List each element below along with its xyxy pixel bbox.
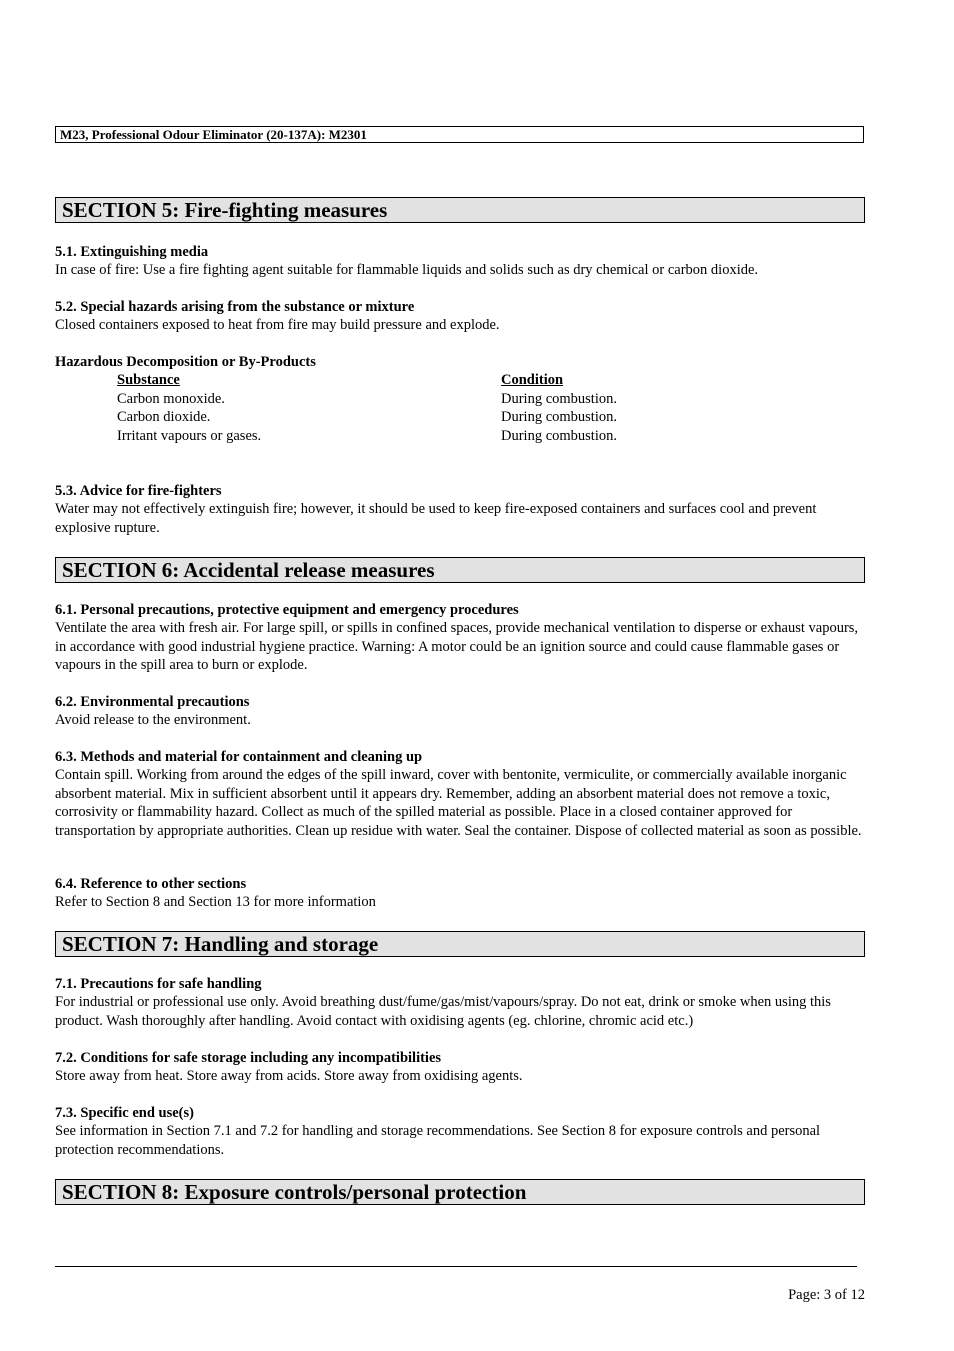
text-5-2: Closed containers exposed to heat from fire may build pressure and explode. bbox=[55, 317, 500, 333]
heading-6-3: 6.3. Methods and material for containment and cleaning up bbox=[55, 749, 423, 765]
column-header-substance: Substance bbox=[117, 372, 180, 388]
heading-5-2: 5.2. Special hazards arising from the substance or mixture bbox=[55, 299, 415, 315]
heading-7-3: 7.3. Specific end use(s) bbox=[55, 1105, 194, 1121]
condition-cell: During combustion. bbox=[501, 428, 617, 444]
text-7-2: Store away from heat. Store away from acids. Store away from oxidising agents. bbox=[55, 1068, 523, 1084]
section-5-title: SECTION 5: Fire-fighting measures bbox=[55, 197, 865, 223]
section-6-title: SECTION 6: Accidental release measures bbox=[55, 557, 865, 583]
substance-cell: Irritant vapours or gases. bbox=[117, 428, 262, 444]
heading-7-2: 7.2. Conditions for safe storage including any incompatibilities bbox=[55, 1050, 442, 1066]
condition-cell: During combustion. bbox=[501, 391, 617, 407]
text-5-1: In case of fire: Use a fire fighting agent suitable for flammable liquids and solids such as dry chemical or carbon dioxide. bbox=[55, 262, 759, 278]
condition-cell: During combustion. bbox=[501, 409, 617, 425]
section-7-title: SECTION 7: Handling and storage bbox=[55, 931, 865, 957]
text-6-3: Contain spill. Working from around the edges of the spill inward, cover with bentonite, vermiculite, or commercially available inorganic absorbent material. Mix in sufficient absorbent until it appears dry. Remember, adding an absorbent material does not remove a toxic, corrosivity or flammability hazard. Collect as much of the spilled material as possible. Place in a closed container approved for transportation by appropriate authorities. Clean up residue with water. Seal the container. Dispose of collected material as soon as possible. bbox=[55, 767, 862, 839]
text-6-2: Avoid release to the environment. bbox=[55, 712, 251, 728]
text-7-1: For industrial or professional use only. Avoid breathing dust/fume/gas/mist/vapours/spray. Do not eat, drink or smoke when using this product. Wash thoroughly after handling. Avoid contact with oxidising agents (eg. chlorine, chromic acid etc.) bbox=[55, 994, 831, 1029]
text-6-4: Refer to Section 8 and Section 13 for more information bbox=[55, 894, 376, 910]
document-title: M23, Professional Odour Eliminator (20-137A): M2301 bbox=[55, 126, 864, 143]
column-header-condition: Condition bbox=[501, 372, 564, 388]
heading-6-4: 6.4. Reference to other sections bbox=[55, 876, 247, 892]
text-6-1: Ventilate the area with fresh air. For large spill, or spills in confined spaces, provide mechanical ventilation to disperse or exhaust vapours, in accordance with good industrial hygiene practice. Warning: A motor could be an ignition source and could cause flammable gases or vapours in the spill area to burn or explode. bbox=[55, 620, 859, 673]
text-5-3: Water may not effectively extinguish fire; however, it should be used to keep fire-exposed containers and surfaces cool and prevent explosive rupture. bbox=[55, 501, 817, 536]
heading-6-2: 6.2. Environmental precautions bbox=[55, 694, 250, 710]
heading-6-1: 6.1. Personal precautions, protective equipment and emergency procedures bbox=[55, 602, 519, 618]
substance-cell: Carbon dioxide. bbox=[117, 409, 211, 425]
page-number: Page: 3 of 12 bbox=[788, 1287, 865, 1303]
heading-5-1: 5.1. Extinguishing media bbox=[55, 244, 209, 260]
section-8-title: SECTION 8: Exposure controls/personal protection bbox=[55, 1179, 865, 1205]
heading-5-3: 5.3. Advice for fire-fighters bbox=[55, 483, 222, 499]
heading-decomposition: Hazardous Decomposition or By-Products bbox=[55, 354, 316, 370]
footer-divider bbox=[55, 1266, 857, 1267]
substance-cell: Carbon monoxide. bbox=[117, 391, 225, 407]
text-7-3: See information in Section 7.1 and 7.2 for handling and storage recommendations. See Section 8 for exposure controls and personal protection recommendations. bbox=[55, 1123, 821, 1158]
heading-7-1: 7.1. Precautions for safe handling bbox=[55, 976, 262, 992]
